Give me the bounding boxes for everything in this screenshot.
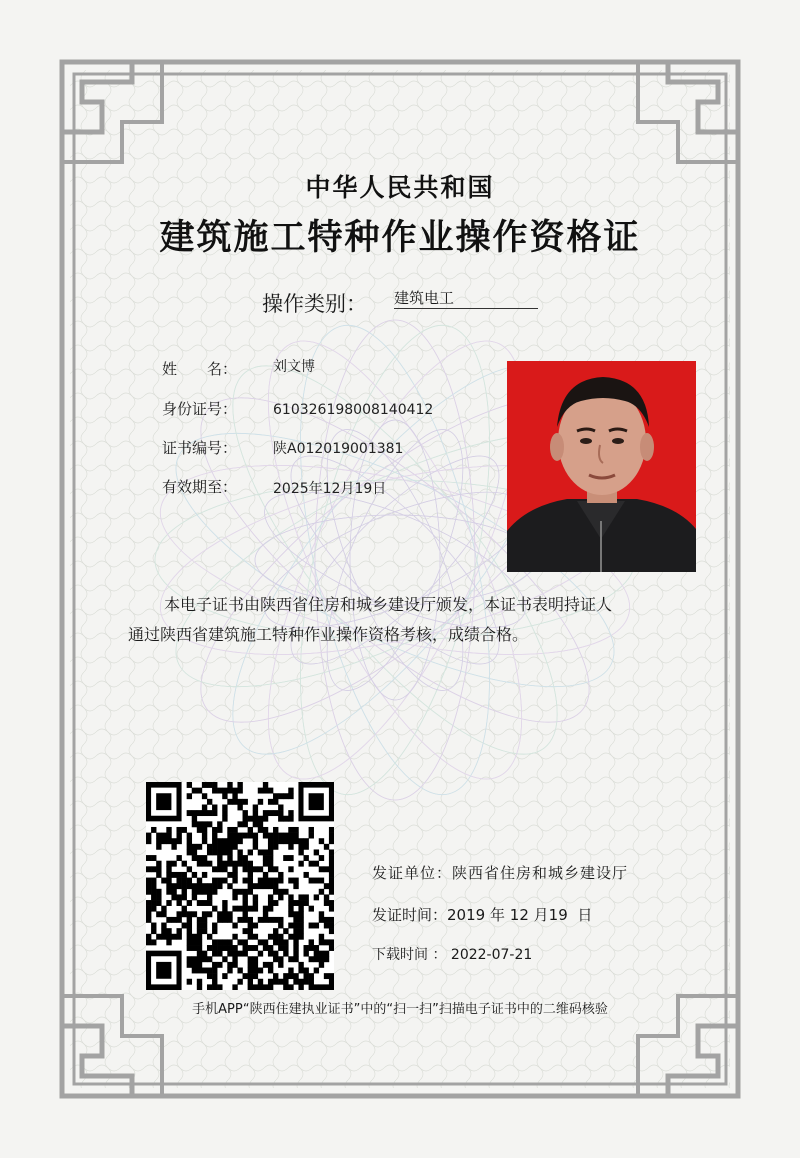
certificate-title: 建筑施工特种作业操作资格证 <box>159 217 641 258</box>
year-char: 年 <box>489 906 505 924</box>
name-value: 刘文博 <box>273 359 315 375</box>
month-char: 月 <box>533 906 549 924</box>
country-name: 中华人民共和国 <box>305 173 495 202</box>
category-underline <box>394 308 538 309</box>
qr-code[interactable] <box>146 782 334 990</box>
category-value: 建筑电工 <box>394 289 455 307</box>
issuing-unit-label: 发证单位： <box>372 864 453 882</box>
issue-date-label: 发证时间： <box>372 906 448 924</box>
certificate-number-value: 陕A012019001381 <box>273 441 404 457</box>
issue-month: 12 <box>509 906 529 924</box>
category-label: 操作类别： <box>262 292 367 316</box>
issue-day: 19 <box>548 906 568 924</box>
id-number-label: 身份证号： <box>162 400 238 418</box>
issuing-unit-value: 陕西省住房和城乡建设厅 <box>452 864 629 882</box>
id-number-value: 610326198008140412 <box>273 402 434 418</box>
issue-date <box>372 904 592 925</box>
day-char: 日 <box>577 906 593 924</box>
statement-line-1: 本电子证书由陕西省住房和城乡建设厅颁发，本证书表明持证人 <box>164 595 613 614</box>
valid-until-label: 有效期至： <box>162 478 238 496</box>
issue-year: 2019 <box>447 906 486 924</box>
download-time-value: 2022-07-21 <box>450 947 533 963</box>
valid-until-value: 2025年12月19日 <box>273 481 387 497</box>
certification-statement <box>128 590 688 650</box>
download-time-label: 下载时间 ： <box>372 947 447 963</box>
certificate-number-label: 证书编号： <box>162 439 238 457</box>
verification-hint: 手机APP“陕西住建执业证书”中的“扫一扫”扫描电子证书中的二维码核验 <box>192 1002 608 1017</box>
download-time <box>372 944 532 964</box>
statement-line-2: 通过陕西省建筑施工特种作业操作资格考核，成绩合格。 <box>128 625 529 644</box>
issuing-unit <box>372 862 628 883</box>
name-label: 姓 名： <box>162 360 238 378</box>
holder-photo <box>507 361 696 572</box>
